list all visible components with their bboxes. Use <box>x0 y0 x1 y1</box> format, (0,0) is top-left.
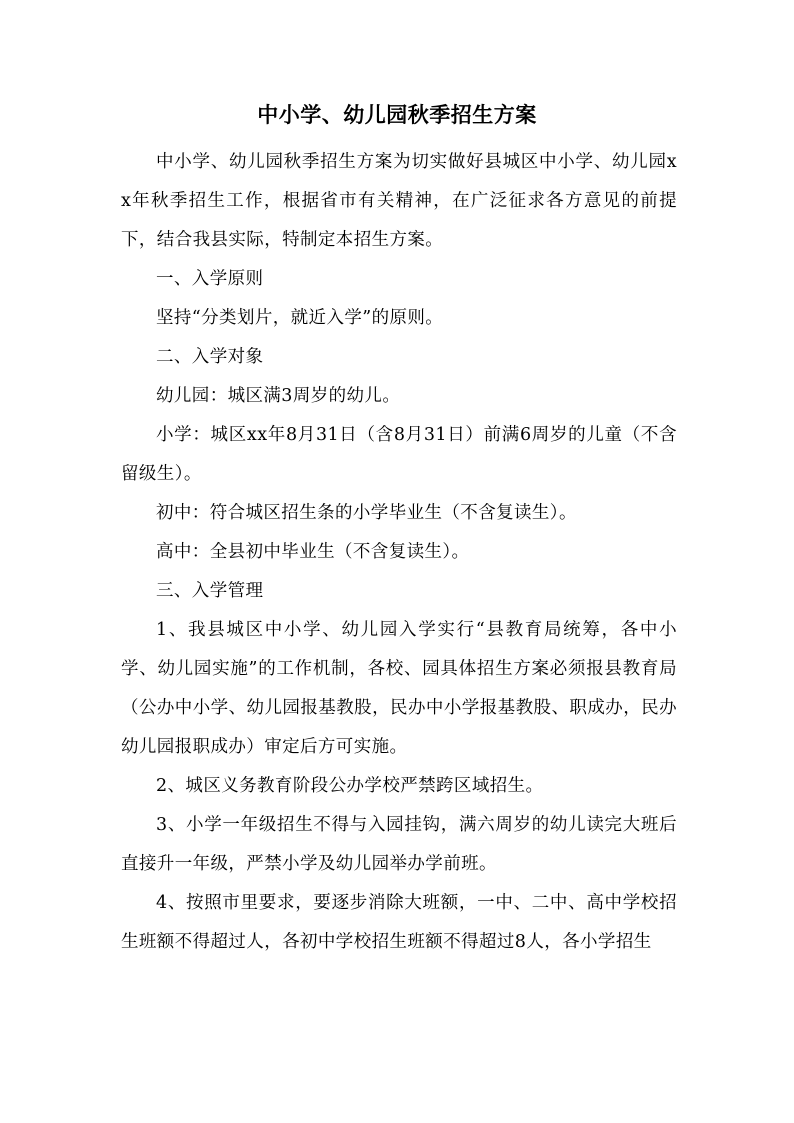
document-body <box>121 143 677 962</box>
heading-admission-principle: 一、入学原则 <box>156 269 264 289</box>
paragraph-junior-high: 初中：符合城区招生条的小学毕业生（不含复读生）。 <box>156 503 577 523</box>
paragraph-kindergarten: 幼儿园：城区满3周岁的幼儿。 <box>156 386 401 406</box>
paragraph-senior-high: 高中：全县初中毕业生（不含复读生）。 <box>156 542 470 562</box>
paragraph-intro: 中小学、幼儿园秋季招生方案为切实做好县城区中小学、幼儿园xx年秋季招生工作，根据省市有关精神，在广泛征求各方意见的前提下，结合我县实际，特制定本招生方案。 <box>121 152 677 250</box>
document-title: 中小学、幼儿园秋季招生方案 <box>257 102 537 127</box>
heading-admission-management: 三、入学管理 <box>156 581 264 601</box>
paragraph-management-3: 3、小学一年级招生不得与入园挂钩，满六周岁的幼儿读完大班后直接升一年级，严禁小学及幼儿园举办学前班。 <box>121 815 677 874</box>
paragraph-management-1: 1、我县城区中小学、幼儿园入学实行“县教育局统筹，各中小学、幼儿园实施”的工作机制，各校、园具体招生方案必须报县教育局（公办中小学、幼儿园报基教股，民办中小学报基教股、职成办，民办幼儿园报职成办）审定后方可实施。 <box>121 620 677 757</box>
paragraph-primary: 小学：城区xx年8月31日（含8月31日）前满6周岁的儿童（不含留级生）。 <box>121 425 677 484</box>
paragraph-principle: 坚持“分类划片，就近入学”的原则。 <box>156 308 444 328</box>
paragraph-management-4: 4、按照市里要求，要逐步消除大班额，一中、二中、高中学校招生班额不得超过人，各初中学校招生班额不得超过8人，各小学招生 <box>121 893 677 952</box>
paragraph-management-2: 2、城区义务教育阶段公办学校严禁跨区域招生。 <box>156 776 544 796</box>
heading-admission-targets: 二、入学对象 <box>156 347 264 367</box>
